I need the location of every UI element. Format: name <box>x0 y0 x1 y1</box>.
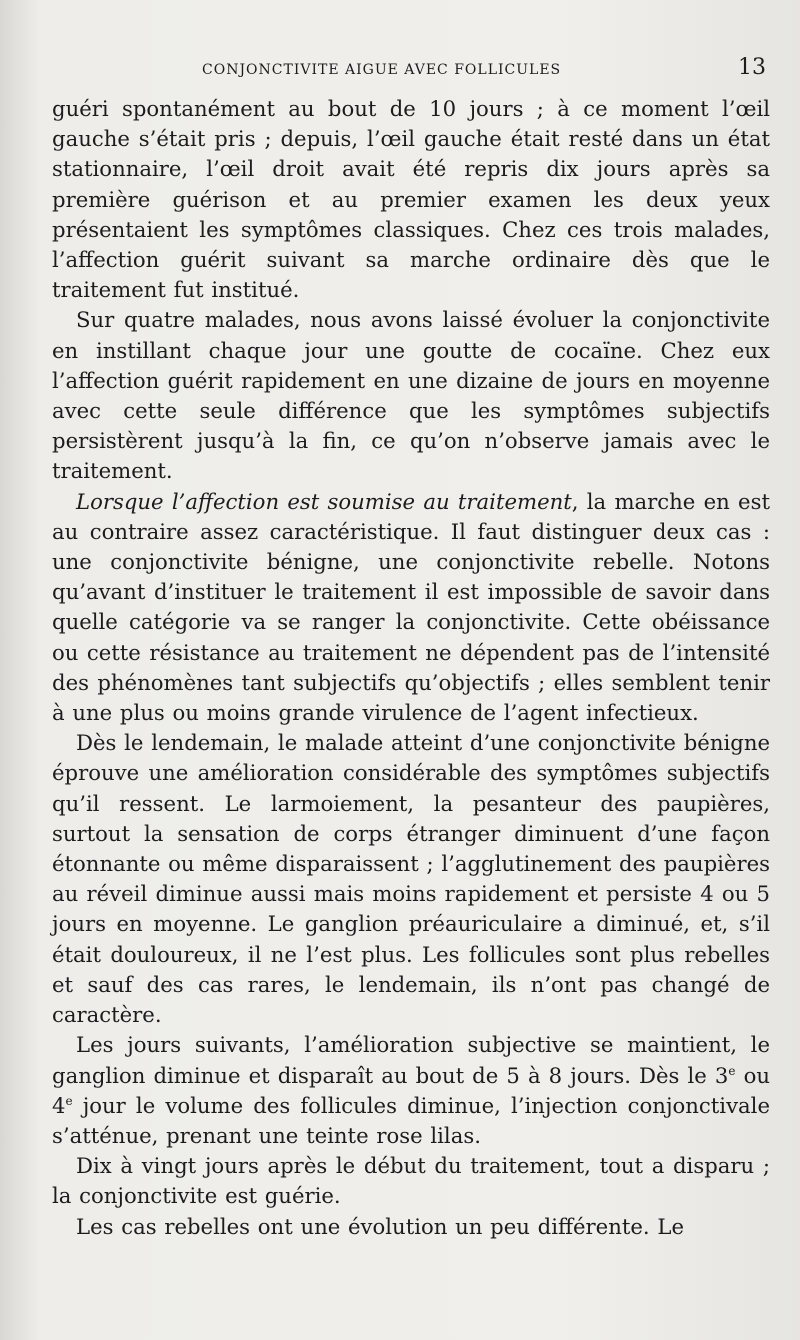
paragraph-5-text-a: Les jours suivants, l’amélioration subjective se maintient, le ganglion diminue et disparaît au bout de 5 à 8 jours. Dès le 3 <box>52 1032 770 1088</box>
paragraph-5-text-b: ou 4 <box>52 1062 771 1118</box>
running-title: CONJONCTIVITE AIGUE AVEC FOLLICULES <box>202 62 562 78</box>
italic-phrase: Lorsque l’affection est soumise au traitement <box>76 488 572 514</box>
page-header <box>52 55 770 99</box>
paragraph-6: Dix à vingt jours après le début du traitement, tout a disparu ; la conjonctivite est guérie. <box>52 1153 770 1209</box>
paragraph-7: Les cas rebelles ont une évolution un peu différente. Le <box>76 1213 685 1239</box>
paragraph-2: Sur quatre malades, nous avons laissé évoluer la conjonctivite en instillant chaque jour une goutte de cocaïne. Chez eux l’affection guérit rapidement en une dizaine de jours en moyenne avec cette seule différence que les symptômes subjectifs persistèrent jusqu’à la fin, ce qu’on n’observe jamais avec le traitement. <box>52 307 770 484</box>
paragraph-5-text-c: jour le volume des follicules diminue, l’injection conjonctivale s’atténue, prenant une teinte rose lilas. <box>52 1092 770 1148</box>
ordinal-suffix: e <box>65 1093 73 1108</box>
paragraph-3-text: , la marche en est au contraire assez caractéristique. Il faut distinguer deux cas : une conjonctivite bénigne, une conjonctivite rebelle. Notons qu’avant d’instituer le traitement il est impossible de savoir dans quelle catégorie va se ranger la conjonctivite. Cette obéissance ou cette résistance au traitement ne dépendent pas de l’intensité des phénomènes tant subjectifs qu’objectifs ; elles semblent tenir à une plus ou moins grande virulence de l’agent infectieux. <box>52 488 770 726</box>
paragraph-3 <box>52 487 770 729</box>
page-body <box>52 94 770 1242</box>
ordinal-suffix: e <box>728 1063 736 1078</box>
page-number: 13 <box>738 55 766 80</box>
paragraph-1: guéri spontanément au bout de 10 jours ; à ce moment l’œil gauche s’était pris ; depuis, l’œil gauche était resté dans un état stationnaire, l’œil droit avait été repris dix jours après sa première guérison et au premier examen les deux yeux présentaient les symptômes classiques. Chez ces trois malades, l’affection guérit suivant sa marche ordinaire dès que le traitement fut institué. <box>52 96 770 303</box>
paragraph-5 <box>52 1030 770 1151</box>
paragraph-4: Dès le lendemain, le malade atteint d’une conjonctivite bénigne éprouve une amélioration considérable des symptômes subjectifs qu’il ressent. Le larmoiement, la pesanteur des paupières, surtout la sensation de corps étranger diminuent d’une façon étonnante ou même disparaissent ; l’agglutinement des paupières au réveil diminue aussi mais moins rapidement et persiste 4 ou 5 jours en moyenne. Le ganglion préauriculaire a diminué, et, s’il était douloureux, il ne l’est plus. Les follicules sont plus rebelles et sauf des cas rares, le lendemain, ils n’ont pas changé de caractère. <box>52 730 770 1028</box>
